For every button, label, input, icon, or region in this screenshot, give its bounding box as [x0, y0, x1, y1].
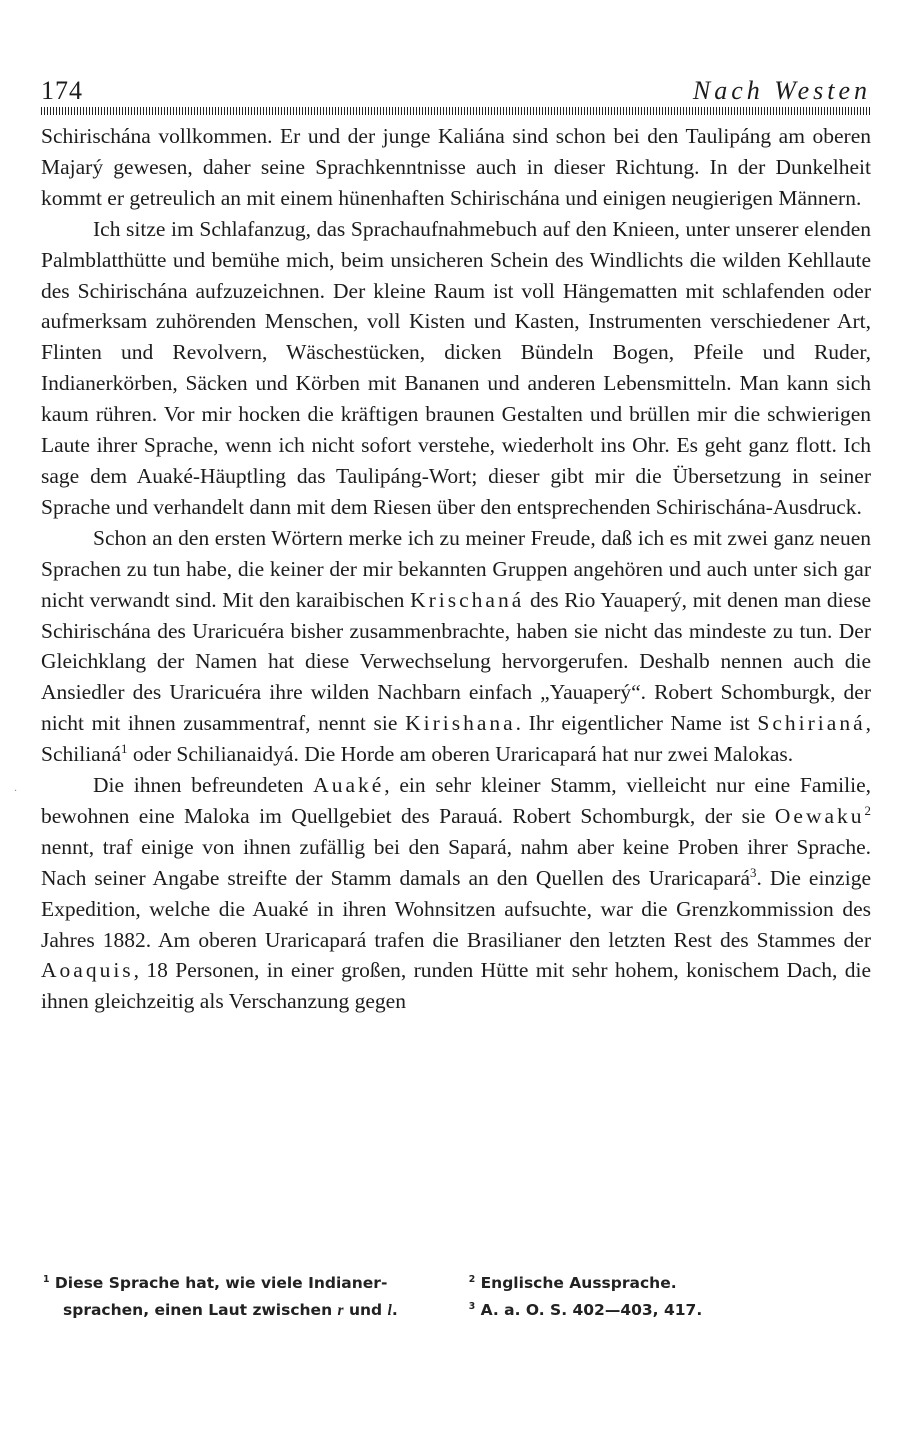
text-run: des Rio Yauaperý, mit denen man diese Schirischána des Uraricuéra bisher zusammenbrachte, haben sie nicht das mindeste zu tun. Der Gleichklang der Namen hat diese Verwechselung hervorgerufen. Deshalb nennen auch die Ansiedler des Uraricuéra ihre wilden Nachbarn einfach „Yauaperý“. Robert Schomburgk, der nicht mit ihnen zusammentraf, nennt sie — [41, 587, 871, 736]
footnote-text: A. a. O. S. 402—403, 417. — [480, 1301, 703, 1319]
footnote-reference: 3 — [750, 865, 757, 880]
spaced-name: Krischaná — [410, 587, 525, 612]
book-page — [41, 72, 871, 1017]
text-run: Schon an den ersten Wörtern merke ich zu meiner Freude, daß ich es mit zwei ganz neuen Sprachen zu tun habe, die keiner der mir bekannten Gruppen angehören und auch unter sich gar nicht verwandt sind. Mit den karaibischen — [41, 525, 871, 612]
paragraph — [41, 121, 871, 214]
paragraph — [41, 214, 871, 523]
footnote-text: . — [391, 1301, 398, 1319]
running-head: Nach Westen — [692, 76, 871, 105]
footnote-mark: 2 — [468, 1273, 476, 1285]
footnote-column-left — [43, 1270, 457, 1324]
text-run: . Die einzige Expedition, welche die Auaké in ihren Wohnsitzen aufsuchte, war die Grenzkommission des Jahres 1882. Am oberen Uraricapará trafen die Brasilianer den letzten Rest des Stammes der — [41, 865, 871, 952]
text-run: , Schilianá — [41, 711, 871, 767]
footnote-text: sprachen, einen Laut zwischen — [63, 1301, 338, 1319]
margin-mark: · — [14, 786, 18, 797]
spaced-name: Auaké — [313, 773, 385, 798]
footnote-italic: l — [387, 1302, 392, 1319]
footnote-2 — [469, 1270, 843, 1297]
spaced-name: Aoaquis — [41, 958, 134, 983]
footnote-text: und — [343, 1301, 388, 1319]
footnote-text: Englische Aussprache. — [480, 1274, 677, 1292]
text-run: . Ihr eigentlicher Name ist — [515, 711, 758, 736]
paragraph — [41, 770, 871, 1017]
spaced-name: Oewaku — [774, 803, 865, 828]
footnote-reference: 1 — [121, 741, 128, 756]
footnote-mark: 1 — [43, 1273, 50, 1285]
footnote-text: Diese Sprache hat, wie viele Indianer- — [54, 1274, 388, 1292]
text-run: nennt, traf einige von ihnen zufällig bei den Sapará, nahm aber keine Proben ihrer Sprache. Nach seiner Angabe streifte der Stamm damals an den Quellen des Uraricapará — [41, 834, 871, 890]
footnote-1 — [43, 1270, 457, 1324]
text-run: Ich sitze im Schlafanzug, das Sprachaufnahmebuch auf den Knieen, unter unserer elenden Palmblatthütte und bemühe mich, beim unsicheren Schein des Windlichts die wilden Kehllaute des Schirischána aufzuzeichnen. Der kleine Raum ist voll Hängematten mit schlafenden oder aufmerksam zuhörenden Menschen, voll Kisten und Kasten, Instrumenten verschiedener Art, Flinten und Revolvern, Wäschestücken, dicken Bündeln Bogen, Pfeile und Ruder, Indianerkörben, Säcken und Körben mit Bananen und anderen Lebensmitteln. Man kann sich kaum rühren. Vor mir hocken die kräftigen braunen Gestalten und brüllen mir die schwierigen Laute ihrer Sprache, wenn ich nicht sofort verstehe, wiederholt ins Ohr. Es geht ganz flott. Ich sage dem Auaké-Häuptling das Taulipáng-Wort; dieser gibt mir die Übersetzung in seiner Sprache und verhandelt dann mit dem Riesen über den entsprechenden Schirischána-Ausdruck. — [41, 216, 871, 519]
footnote-italic: r — [337, 1302, 344, 1319]
text-run: Die ihnen befreundeten — [93, 773, 314, 798]
spaced-name: Schirianá — [757, 711, 866, 736]
text-run: Schirischána vollkommen. Er und der junge Kaliána sind schon bei den Taulipáng am oberen Majarý gewesen, daher seine Sprachkenntnisse auch in dieser Richtung. In der Dunkelheit kommt er getreulich an mit einem hünenhaften Schirischána und einigen neugierigen Männern. — [41, 124, 871, 210]
page-number: 174 — [41, 76, 83, 105]
paragraph — [41, 523, 871, 770]
text-run: oder Schilianaidyá. Die Horde am oberen Uraricapará hat nur zwei Malokas. — [127, 742, 794, 767]
footnote-mark: 3 — [468, 1300, 476, 1312]
footnote-reference: 2 — [864, 803, 871, 818]
footnotes — [43, 1270, 843, 1324]
header-rule — [41, 107, 871, 115]
page-header — [41, 72, 871, 106]
footnote-column-right — [457, 1270, 843, 1324]
footnote-3 — [469, 1297, 843, 1324]
footnote-continuation — [43, 1297, 457, 1324]
spaced-name: Kirishana — [405, 711, 516, 736]
text-run: , 18 Personen, in einer großen, runden Hütte mit sehr hohem, konischem Dach, die ihnen gleichzeitig als Verschanzung gegen — [41, 958, 871, 1014]
text-run: , ein sehr kleiner Stamm, vielleicht nur eine Familie, bewohnen eine Maloka im Quellgebiet des Parauá. Robert Schomburgk, der sie — [41, 773, 871, 828]
body-text — [41, 121, 871, 1017]
